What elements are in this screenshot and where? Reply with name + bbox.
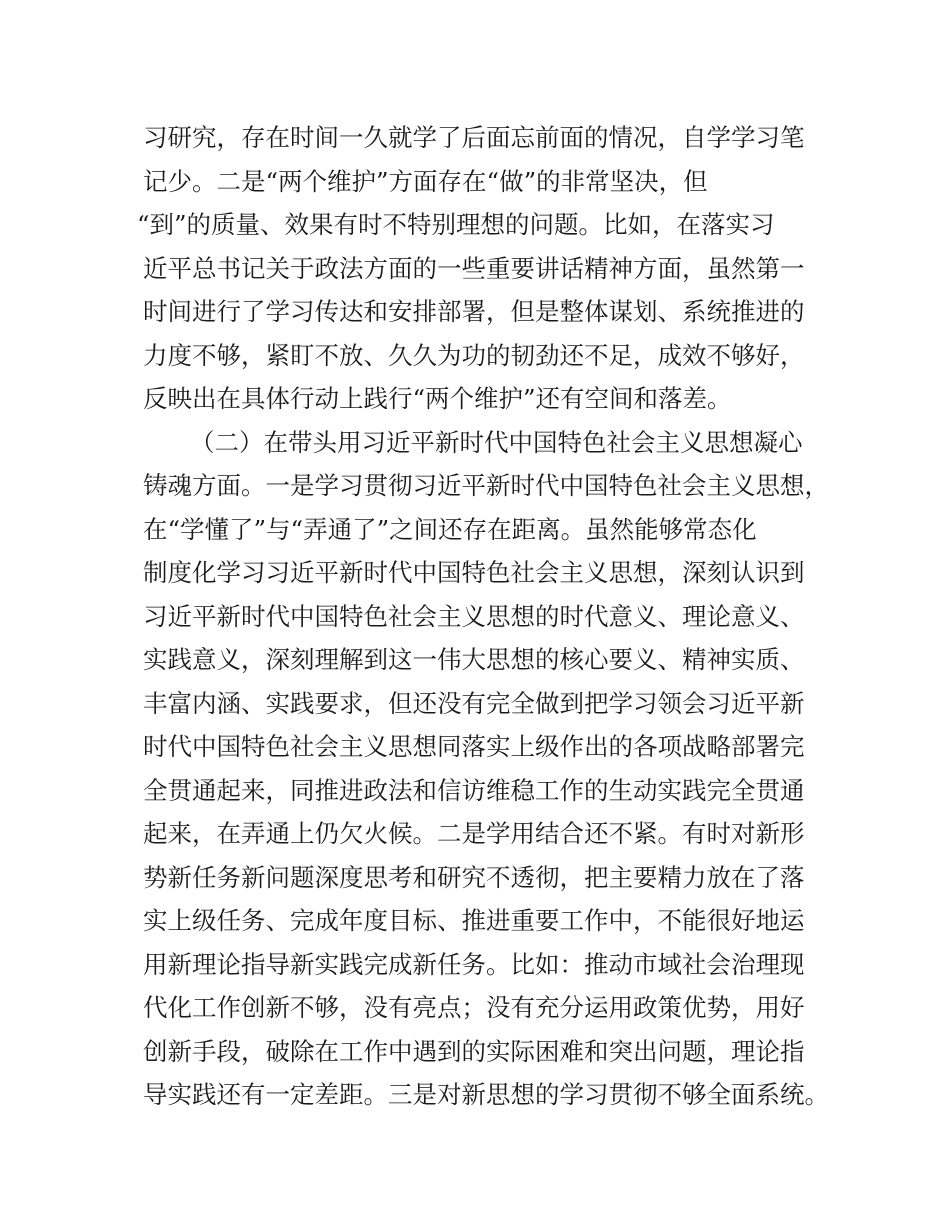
text-line: 全贯通起来，同推进政法和信访维稳工作的生动实践完全贯通 xyxy=(143,775,805,805)
text-line: 在“学懂了”与“弄通了”之间还存在距离。虽然能够常态化 xyxy=(143,514,757,544)
text-line: 用新理论指导新实践完成新任务。比如：推动市域社会治理现 xyxy=(143,949,805,979)
text-line: 铸魂方面。一是学习贯彻习近平新时代中国特色社会主义思想， xyxy=(143,471,829,500)
text-line: 导实践还有一定差距。三是对新思想的学习贯彻不够全面系统。 xyxy=(143,1080,829,1109)
text-line: 丰富内涵、实践要求，但还没有完全做到把学习领会习近平新 xyxy=(143,688,805,718)
text-line: 创新手段，破除在工作中遇到的实际困难和突出问题，理论指 xyxy=(143,1036,805,1066)
text-line: 制度化学习习近平新时代中国特色社会主义思想，深刻认识到 xyxy=(143,558,805,587)
text-line: 反映出在具体行动上践行“两个维护”还有空间和落差。 xyxy=(143,384,732,413)
text-line: 时代中国特色社会主义思想同落实上级作出的各项战略部署完 xyxy=(143,732,805,761)
text-line: 代化工作创新不够，没有亮点；没有充分运用政策优势，用好 xyxy=(143,993,805,1022)
text-line: “到”的质量、效果有时不特别理想的问题。比如，在落实习 xyxy=(137,210,775,239)
text-line: 力度不够，紧盯不放、久久为功的韧劲还不足，成效不够好， xyxy=(143,340,805,370)
text-line: 习近平新时代中国特色社会主义思想的时代意义、理论意义、 xyxy=(143,601,805,631)
text-line: 近平总书记关于政法方面的一些重要讲话精神方面，虽然第一 xyxy=(143,253,805,283)
text-line: 实践意义，深刻理解到这一伟大思想的核心要义、精神实质、 xyxy=(143,645,805,674)
text-line: 势新任务新问题深度思考和研究不透彻，把主要精力放在了落 xyxy=(143,862,805,892)
section-heading-line: （二）在带头用习近平新时代中国特色社会主义思想凝心 xyxy=(190,427,803,457)
text-line: 起来，在弄通上仍欠火候。二是学用结合还不紧。有时对新形 xyxy=(143,819,805,848)
text-line: 实上级任务、完成年度目标、推进重要工作中，不能很好地运 xyxy=(143,906,805,935)
text-line: 习研究，存在时间一久就学了后面忘前面的情况，自学学习笔 xyxy=(143,123,805,152)
text-line: 时间进行了学习传达和安排部署，但是整体谋划、系统推进的 xyxy=(143,297,805,326)
text-line: 记少。二是“两个维护”方面存在“做”的非常坚决，但 xyxy=(143,166,708,196)
